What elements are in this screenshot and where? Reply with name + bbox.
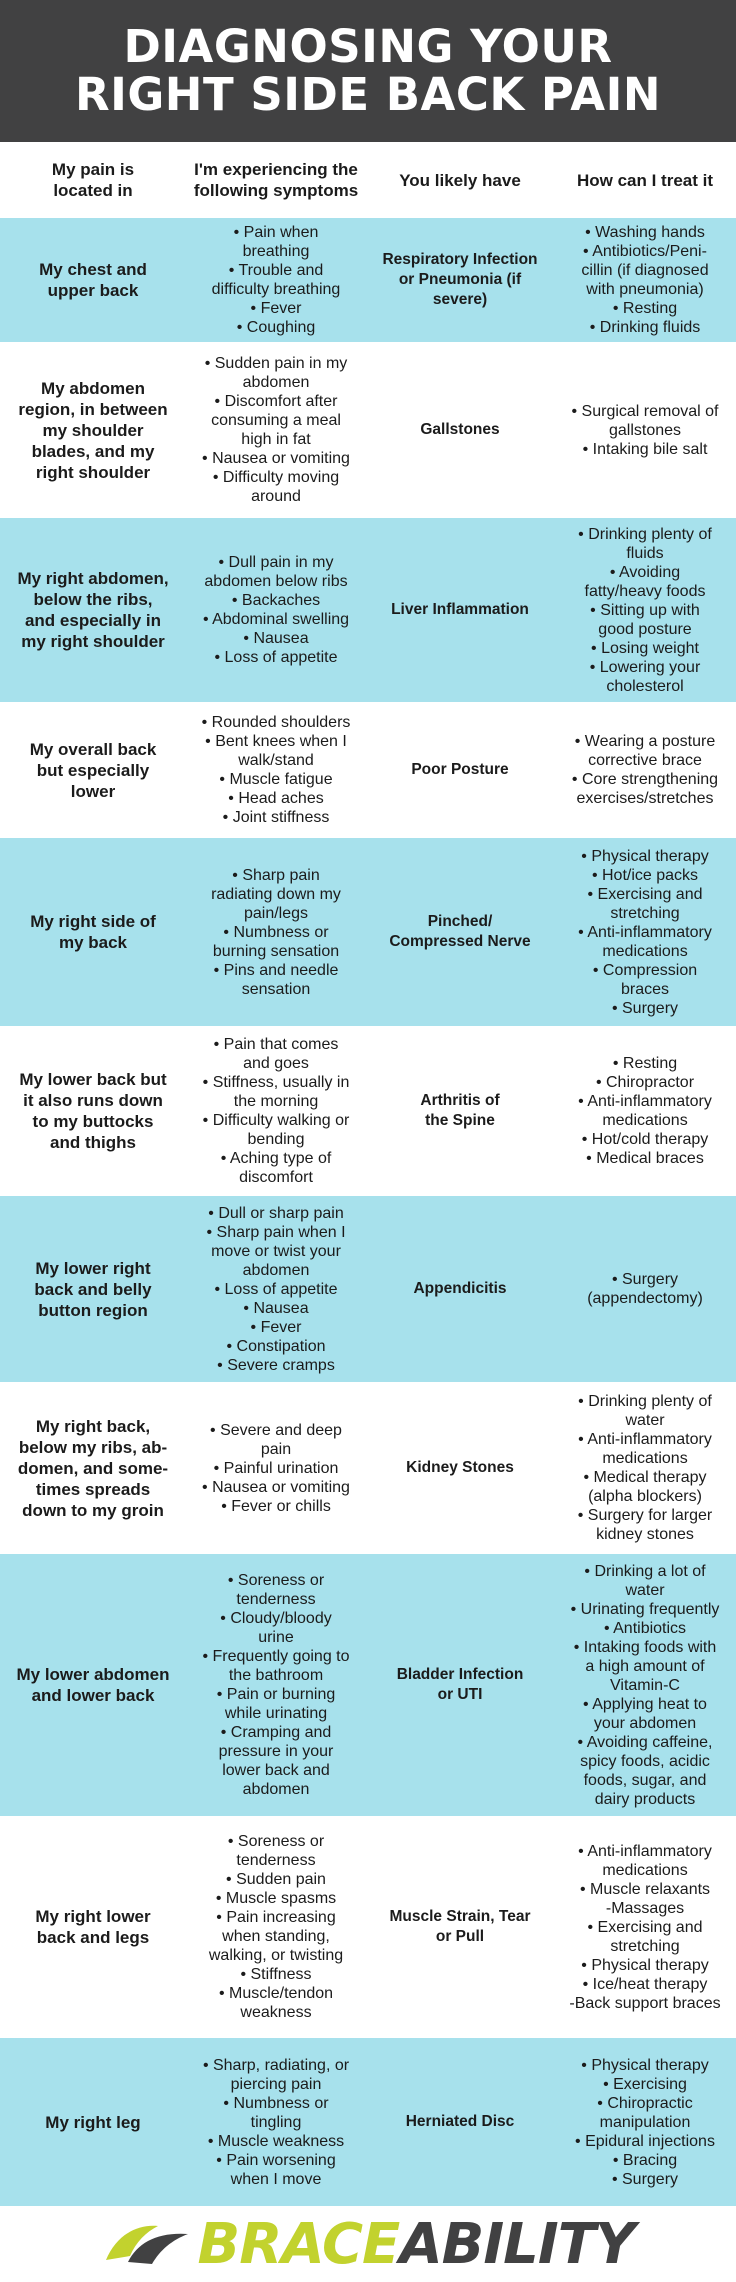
condition-name: Respiratory Infection or Pneumonia (if severe) — [382, 251, 538, 308]
column-header-symptoms: I'm experiencing the following symptoms — [193, 160, 359, 200]
column-header-condition: You likely have — [399, 170, 521, 190]
symptoms-list: • Pain when breathing • Trouble and difficulty breathing • Fever • Coughing — [211, 224, 341, 336]
treatment-list: • Physical therapy • Hot/ice packs • Exercising and stretching • Anti-inflammatory medications • Compression braces • Surgery — [578, 847, 712, 1017]
title-line-2: RIGHT SIDE BACK PAIN — [74, 68, 662, 121]
table-row — [0, 342, 736, 518]
braceability-logo — [102, 2212, 635, 2277]
symptoms-list: • Soreness or tenderness • Cloudy/bloody urine • Frequently going to the bathroom • Pain or burning while urinating • Cramping and pressure in your lower back and abdomen — [202, 1572, 350, 1798]
symptoms-list: • Sudden pain in my abdomen • Discomfort after consuming a meal high in fat • Nausea or vomiting • Difficulty moving around — [202, 355, 350, 505]
pain-location: My lower right back and belly button region — [34, 1258, 152, 1320]
pain-location: My abdomen region, in between my shoulder blades, and my right shoulder — [18, 378, 168, 482]
table-row — [0, 1554, 736, 1816]
pain-location: My right side of my back — [30, 912, 156, 952]
treatment-list: • Drinking a lot of water • Urinating frequently • Antibiotics • Intaking foods with a high amount of Vitamin-C • Applying heat to your abdomen • Avoiding caffeine, spicy foods, acidic foods, sugar, and dairy products — [570, 1562, 720, 1808]
treatment-list: • Drinking plenty of fluids • Avoiding fatty/heavy foods • Sitting up with good posture • Losing weight • Lowering your cholesterol — [578, 525, 712, 695]
footer-logo-bar — [0, 2206, 736, 2282]
condition-name: Muscle Strain, Tear or Pull — [389, 1908, 531, 1945]
table-row — [0, 1026, 736, 1196]
logo-text-brace: BRACE — [197, 2211, 400, 2277]
symptoms-list: • Dull pain in my abdomen below ribs • Backaches • Abdominal swelling • Nausea • Loss of appetite — [202, 554, 350, 666]
table-row — [0, 1196, 736, 1382]
table-row — [0, 518, 736, 702]
treatment-list: • Surgical removal of gallstones • Intaking bile salt — [571, 402, 719, 458]
treatment-list: • Surgery (appendectomy) — [587, 1271, 703, 1307]
table-row — [0, 2038, 736, 2206]
treatment-list: • Resting • Chiropractor • Anti-inflammatory medications • Hot/cold therapy • Medical braces — [578, 1055, 712, 1167]
table-row — [0, 1816, 736, 2038]
title-line-1: DIAGNOSING YOUR — [123, 20, 613, 73]
condition-name: Gallstones — [420, 421, 500, 438]
table-row — [0, 838, 736, 1026]
title-banner — [0, 0, 736, 142]
pain-location: My right back, below my ribs, ab- domen, and some- times spreads down to my groin — [17, 1416, 169, 1520]
symptoms-list: • Dull or sharp pain • Sharp pain when I move or twist your abdomen • Loss of appetite • Nausea • Fever • Constipation • Severe cramps — [206, 1204, 346, 1374]
condition-name: Kidney Stones — [406, 1459, 514, 1476]
column-headers — [0, 142, 736, 218]
logo-text-ability: ABILITY — [399, 2211, 635, 2277]
treatment-list: • Washing hands • Antibiotics/Peni- cillin (if diagnosed with pneumonia) • Resting • Drinking fluids — [581, 224, 709, 336]
condition-name: Appendicitis — [413, 1280, 507, 1297]
table-row — [0, 218, 736, 342]
column-header-treatment: How can I treat it — [576, 170, 714, 190]
symptoms-list: • Rounded shoulders • Bent knees when I walk/stand • Muscle fatigue • Head aches • Joint stiffness — [201, 714, 351, 826]
condition-name: Liver Inflammation — [391, 601, 529, 618]
column-header-location: My pain is located in — [51, 160, 135, 200]
pain-location: My chest and upper back — [39, 260, 147, 300]
pain-location: My lower abdomen and lower back — [16, 1665, 170, 1705]
condition-name: Arthritis of the Spine — [420, 1092, 500, 1129]
table-row — [0, 702, 736, 838]
symptoms-list: • Pain that comes and goes • Stiffness, usually in the morning • Difficulty walking or bending • Aching type of discomfort — [202, 1036, 350, 1186]
condition-name: Bladder Infection or UTI — [396, 1666, 524, 1703]
condition-name: Herniated Disc — [405, 2113, 515, 2130]
pain-location: My right abdomen, below the ribs, and especially in my right shoulder — [17, 569, 169, 651]
symptoms-list: • Sharp, radiating, or piercing pain • Numbness or tingling • Muscle weakness • Pain worsening when I move — [202, 2056, 350, 2188]
braceability-swoosh-icon — [102, 2216, 192, 2272]
condition-name: Poor Posture — [411, 761, 509, 778]
condition-name: Pinched/ Compressed Nerve — [389, 913, 531, 950]
symptoms-list: • Sharp pain radiating down my pain/legs • Numbness or burning sensation • Pins and needle sensation — [211, 866, 341, 998]
pain-location: My overall back but especially lower — [29, 739, 157, 801]
symptoms-list: • Severe and deep pain • Painful urination • Nausea or vomiting • Fever or chills — [202, 1421, 350, 1515]
pain-location: My lower back but it also runs down to my buttocks and thighs — [19, 1070, 167, 1152]
treatment-list: • Physical therapy • Exercising • Chiropractic manipulation • Epidural injections • Bracing • Surgery — [575, 2056, 715, 2188]
pain-location: My right lower back and legs — [35, 1907, 151, 1947]
symptoms-list: • Soreness or tenderness • Sudden pain • Muscle spasms • Pain increasing when standing, walking, or twisting • Stiffness • Muscle/tendon weakness — [208, 1833, 344, 2021]
treatment-list: • Wearing a posture corrective brace • Core strengthening exercises/stretches — [571, 733, 719, 807]
table-row — [0, 1382, 736, 1554]
pain-location: My right leg — [45, 2112, 141, 2132]
treatment-list: • Drinking plenty of water • Anti-inflammatory medications • Medical therapy (alpha blockers) • Surgery for larger kidney stones — [577, 1393, 713, 1543]
treatment-list: • Anti-inflammatory medications • Muscle relaxants -Massages • Exercising and stretching • Physical therapy • Ice/heat therapy -Back support braces — [569, 1842, 721, 2012]
